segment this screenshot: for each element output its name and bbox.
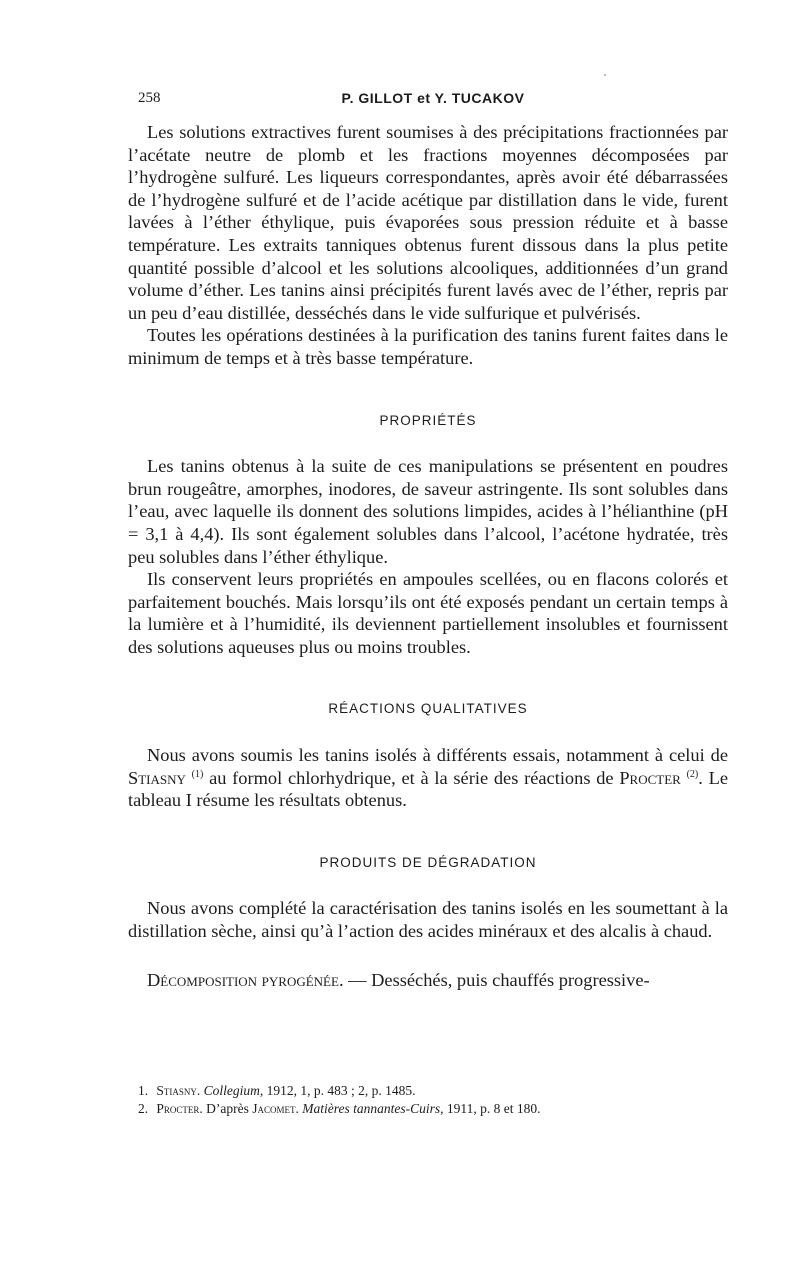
paragraph-conservation: Ils conservent leurs propriétés en ampoules scellées, ou en flacons colorés et parfaitement bouchés. Mais lorsqu’ils ont été exposés pendant un certain temps à la lumière et à l’humidité, ils deviennent partiellement insolubles et fournissent des solutions aqueuses plus ou moins troubles. <box>128 569 728 657</box>
running-head <box>138 90 728 112</box>
paragraph-text: — Desséchés, puis chauffés progressive- <box>343 969 650 990</box>
footnote-2 <box>138 1100 728 1118</box>
footnote-author: Procter. <box>156 1101 203 1116</box>
footnote-work: Collegium <box>203 1083 260 1098</box>
footnote-author: Stiasny. <box>156 1083 201 1098</box>
run-in-heading: Décomposition pyrogénée. <box>147 969 344 990</box>
footnotes <box>138 1082 728 1118</box>
footnote-1 <box>138 1082 728 1100</box>
paragraph-degradation: Nous avons complété la caractérisation des tanins isolés en les soumettant à la distillation sèche, ainsi qu’à l’action des acides minéraux et des alcalis à chaud. <box>128 898 728 942</box>
article-body <box>128 121 728 991</box>
author-name: Procter <box>619 767 681 788</box>
paragraph-text: Nous avons soumis les tanins isolés à différents essais, notamment à celui de <box>147 745 728 766</box>
footnote-author: Jacomet. <box>252 1101 299 1116</box>
footnote-ref: (1) <box>191 768 204 780</box>
footnote-ref: (2) <box>686 768 699 780</box>
section-heading-reactions: RÉACTIONS QUALITATIVES <box>328 701 528 717</box>
paragraph-purification: Toutes les opérations destinées à la purification des tanins furent faites dans le minimum de temps et à très basse température. <box>128 325 728 368</box>
paragraph-text: . Le tableau I résume les résultats obtenus. <box>128 767 729 811</box>
page-number: 258 <box>138 90 161 106</box>
scan-speck <box>604 74 606 76</box>
footnote-number: 1. <box>138 1083 149 1098</box>
paragraph-reactions <box>128 744 728 812</box>
footnote-citation: , 1912, 1, p. 483 ; 2, p. 1485. <box>259 1083 416 1098</box>
paragraph-extraction: Les solutions extractives furent soumises à des précipitations fractionnées par l’acétate neutre de plomb et les fractions moyennes décomposées par l’hydrogène sulfuré. Les liqueurs correspondantes, après avoir été débarrassées de l’hydrogène sulfuré et de l’acide acétique par distillation dans le vide, furent lavées à l’éther éthylique, puis évaporées sous pression réduite et à basse température. Les extraits tanniques obtenus furent dissous dans la plus petite quantité possible d’alcool et les solutions alcooliques, additionnées d’un grand volume d’éther. Les tanins ainsi précipités furent lavés avec de l’éther, repris par un peu d’eau distillée, desséchés dans le vide sulfurique et pulvérisés. <box>128 122 728 323</box>
section-heading-proprietes: PROPRIÉTÉS <box>379 412 477 428</box>
author-name: Stiasny <box>128 767 186 788</box>
footnote-citation: , 1911, p. 8 et 180. <box>440 1101 541 1116</box>
paragraph-pyrogenic <box>128 969 728 992</box>
running-title: P. GILLOT et Y. TUCAKOV <box>341 90 525 106</box>
paragraph-properties: Les tanins obtenus à la suite de ces manipulations se présentent en poudres brun rougeâtre, amorphes, inodores, de saveur astringente. Ils sont solubles dans l’eau, avec laquelle ils donnent des solutions limpides, acides à l’hélianthine (pH = 3,1 à 4,4). Ils sont également solubles dans l’alcool, l’acétone hydratée, très peu solubles dans l’éther éthylique. <box>128 456 728 567</box>
section-heading-degradation: PRODUITS DE DÉGRADATION <box>319 854 537 870</box>
footnote-number: 2. <box>138 1101 149 1116</box>
footnote-work: Matières tannantes-Cuirs <box>302 1101 441 1116</box>
paragraph-text: au formol chlorhydrique, et à la série des réactions de <box>203 767 620 788</box>
footnote-text: D’après <box>202 1101 253 1116</box>
